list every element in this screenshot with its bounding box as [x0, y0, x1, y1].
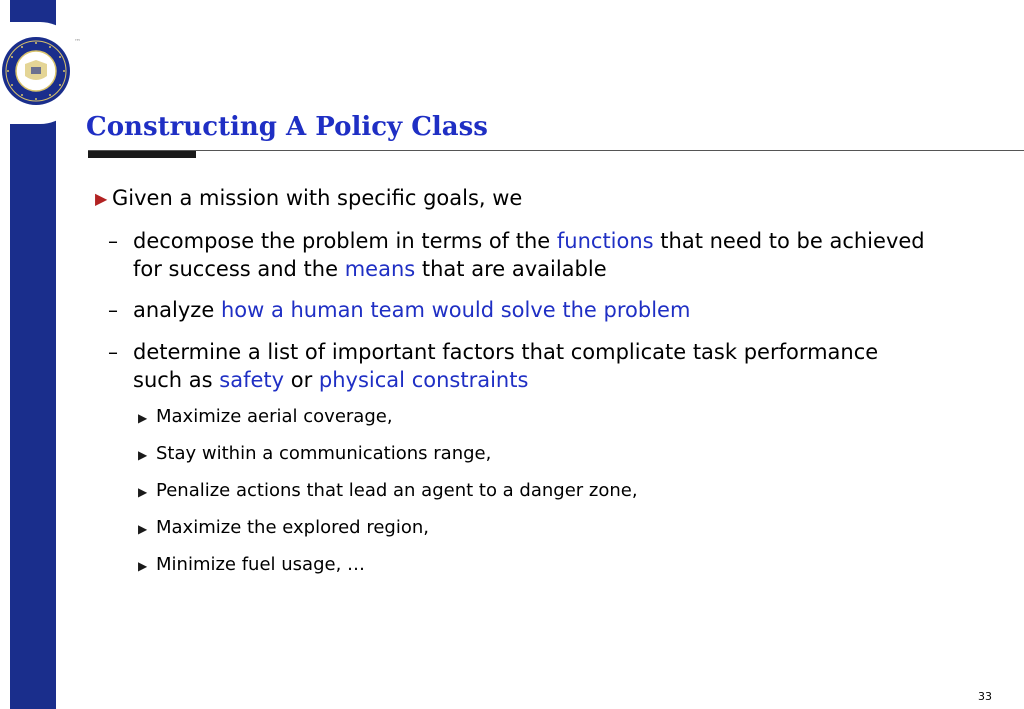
text-run: that need to be achieved [653, 229, 925, 253]
university-seal-icon [1, 36, 71, 106]
triangle-right-icon: ▶ [138, 485, 148, 499]
highlight-human-team: how a human team would solve the problem [220, 298, 691, 322]
main-bullet: Given a mission with specific goals, we [112, 186, 523, 210]
factor-item: Penalize actions that lead an agent to a danger zone, [156, 480, 638, 501]
title-rule [88, 150, 1024, 151]
sub-bullet-determine [133, 338, 878, 394]
highlight-physical-constraints: physical constraints [318, 368, 529, 392]
dash-marker: – [108, 229, 118, 253]
text-run: that are available [415, 257, 607, 281]
factor-item: Maximize the explored region, [156, 517, 429, 538]
factor-item: Stay within a communications range, [156, 443, 492, 464]
dash-marker: – [108, 340, 118, 364]
factor-item: Minimize fuel usage, … [156, 554, 366, 575]
slide-title: Constructing A Policy Class [86, 112, 488, 142]
triangle-right-icon: ▶ [138, 448, 148, 462]
trademark-mark: ™ [74, 38, 81, 46]
triangle-right-icon: ▶ [138, 522, 148, 536]
factor-item: Maximize aerial coverage, [156, 406, 393, 427]
text-run: such as [133, 368, 220, 392]
sub-bullet-analyze [133, 296, 690, 324]
triangle-right-icon: ▶ [138, 411, 148, 425]
title-rule-accent [88, 151, 196, 158]
dash-marker: – [108, 298, 118, 322]
triangle-right-icon: ▶ [138, 559, 148, 573]
triangle-right-icon: ▶ [95, 189, 108, 208]
text-run: analyze [133, 298, 221, 322]
highlight-safety: safety [219, 368, 285, 392]
highlight-means: means [344, 257, 416, 281]
sub-bullet-decompose [133, 227, 925, 283]
text-run: or [284, 368, 319, 392]
text-run: for success and the [133, 257, 345, 281]
text-run: determine a list of important factors that complicate task performance [133, 340, 879, 364]
text-run: decompose the problem in terms of the [133, 229, 557, 253]
page-number: 33 [978, 690, 992, 703]
highlight-functions: functions [556, 229, 654, 253]
